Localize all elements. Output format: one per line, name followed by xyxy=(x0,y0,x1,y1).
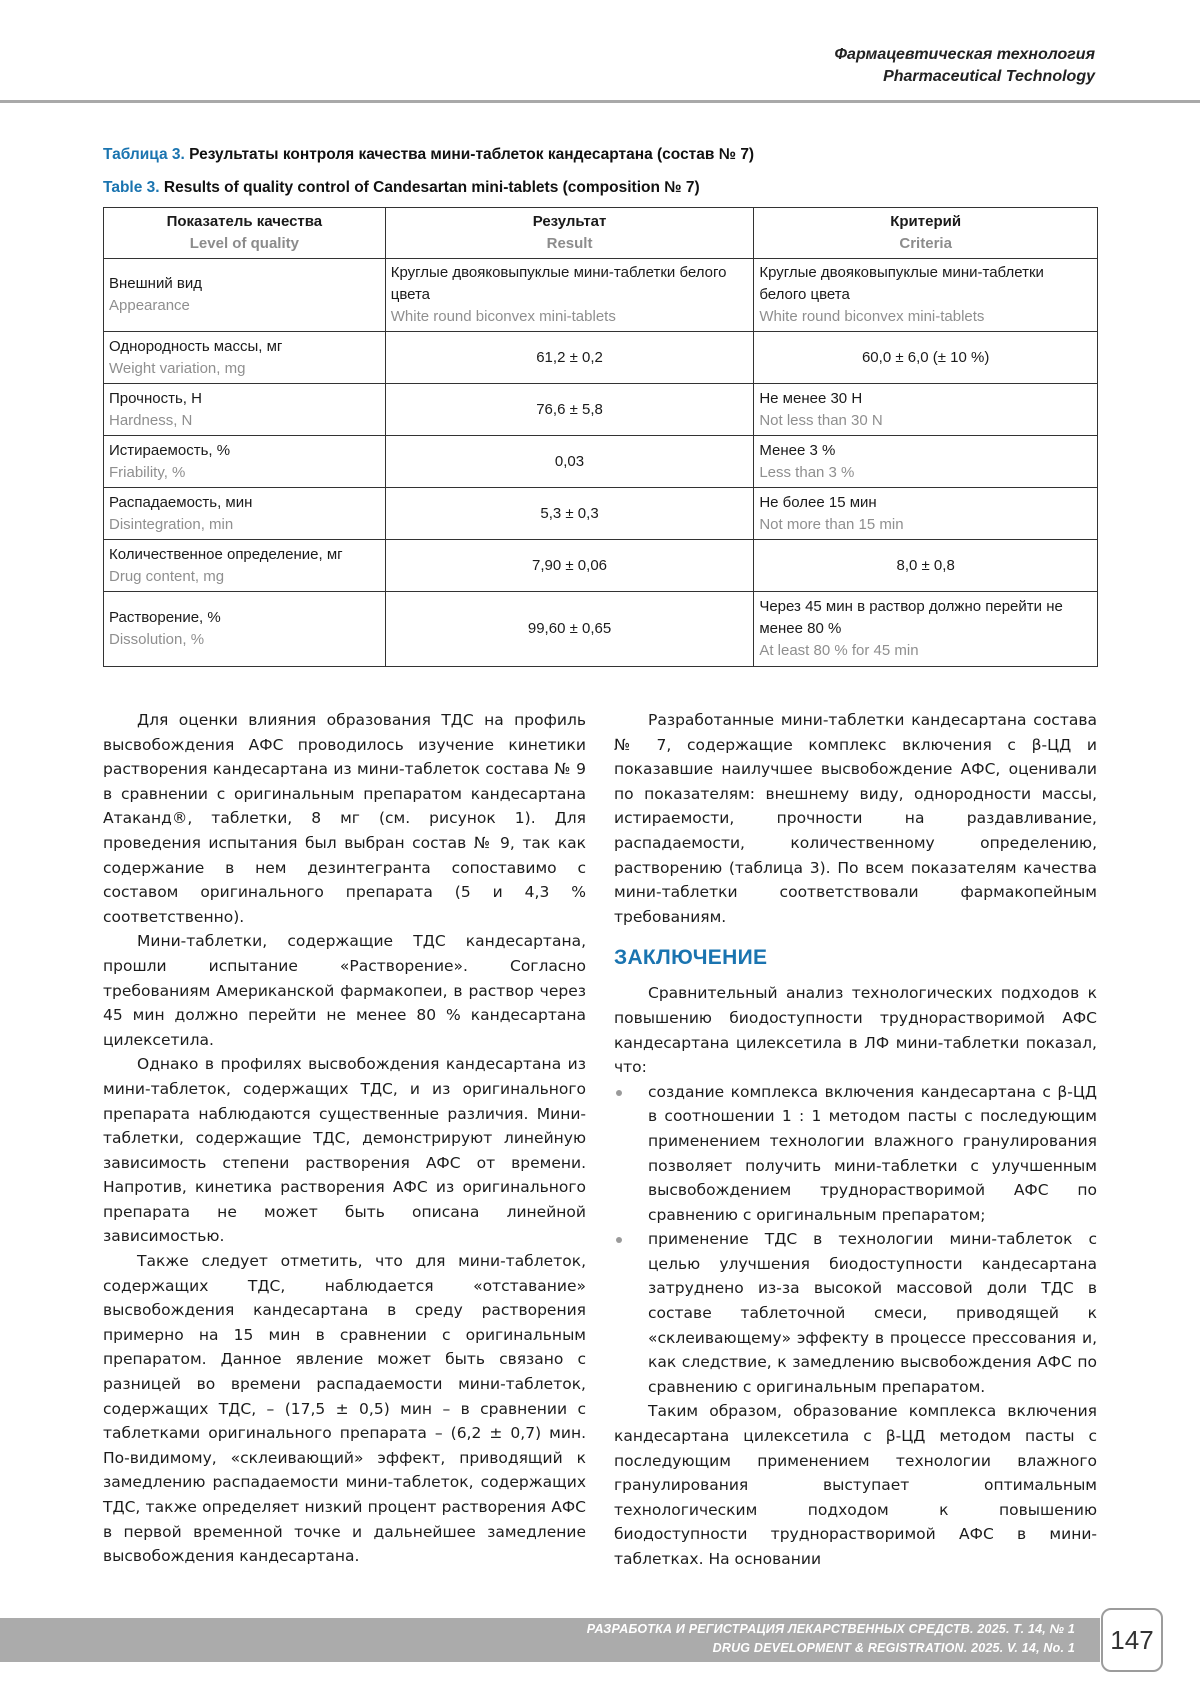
parameter-en: Dissolution, % xyxy=(109,631,205,648)
parameter-ru: Истираемость, % xyxy=(109,441,231,459)
parameter-ru: Однородность массы, мг xyxy=(109,337,283,355)
parameter-en: Drug content, mg xyxy=(109,567,225,585)
section-heading-conclusion: ЗАКЛЮЧЕНИЕ xyxy=(614,946,768,970)
table-caption-en-label: Table 3. xyxy=(103,179,160,196)
parameter-cell xyxy=(104,332,386,384)
body-paragraph: Для оценки влияния образования ТДС на профиль высвобождения АФС проводилось изучение кинетики растворения кандесартана из мини-таблеток состава № 9 в сравнении с оригинальным препаратом кандесартана Атаканд®, таблетки, 8 мг (см. рисунок 1). Для проведения испытания был выбран состав № 9, так как содержание в нем дезинтегранта сопоставимо с составом оригинального препарата (5 и 4,3 % соответственно). xyxy=(103,711,586,926)
page-number: 147 xyxy=(1101,1608,1163,1672)
table-caption-ru xyxy=(103,146,754,164)
column-header-parameter xyxy=(104,208,386,259)
list-item-text: применение ТДС в технологии мини-таблеток с целью улучшения биодоступности кандесартана затруднено из-за высокой массовой доли ТДС в составе таблеточной смеси, приводящей к «склеивающему» эффекту в процессе прессования и, как следствие, к замедлению высвобождения АФС по сравнению с оригинальным препаратом. xyxy=(648,1230,1097,1396)
criteria-en: White round biconvex mini-tablets xyxy=(759,308,985,325)
parameter-cell xyxy=(104,384,386,436)
body-paragraph: Также следует отметить, что для мини-таблеток, содержащих ТДС, наблюдается «отставание» высвобождения кандесартана в среду растворения примерно на 15 мин в сравнении с оригинальным препаратом. Данное явление может быть связано с разницей во времени распадаемости мини-таблеток, содержащих ТДС, – (17,5 ± 0,5) мин – в сравнении с таблетками оригинального препарата – (6,2 ± 0,7) мин. По-видимому, «склеивающий» эффект, приводящий к замедлению распадаемости мини-таблеток, содержащих ТДС, также определяет низкий процент растворения АФС в первой временной точке и дальнейшее замедление высвобождения кандесартана. xyxy=(103,1252,586,1566)
criteria-cell xyxy=(754,384,1098,436)
parameter-cell xyxy=(104,592,386,667)
criteria-ru: Через 45 мин в раствор должно перейти не менее 80 % xyxy=(759,598,1063,637)
criteria-cell xyxy=(754,259,1098,332)
result-en: White round biconvex mini-tablets xyxy=(390,308,616,325)
criteria-ru: Не менее 30 Н xyxy=(759,389,863,407)
table-row xyxy=(104,332,1098,384)
section-title-en: Pharmaceutical Technology xyxy=(883,68,1095,85)
column-header-ru: Показатель качества xyxy=(166,213,323,230)
list-item xyxy=(614,1080,1097,1228)
table-row xyxy=(104,592,1098,667)
column-header-result xyxy=(385,208,754,259)
criteria-cell: 60,0 ± 6,0 (± 10 %) xyxy=(754,332,1098,384)
result-cell: 5,3 ± 0,3 xyxy=(385,488,754,540)
result-cell: 61,2 ± 0,2 xyxy=(385,332,754,384)
table-row xyxy=(104,384,1098,436)
criteria-en: Less than 3 % xyxy=(759,463,855,481)
table-row xyxy=(104,488,1098,540)
criteria-ru: Круглые двояковыпуклые мини-таблетки белого цвета xyxy=(759,264,1044,303)
table-row xyxy=(104,259,1098,332)
parameter-en: Appearance xyxy=(109,297,190,314)
criteria-ru: Менее 3 % xyxy=(759,441,836,459)
right-text-column xyxy=(614,708,1097,1572)
body-paragraph: Сравнительный анализ технологических подходов к повышению биодоступности труднорастворимой АФС кандесартана цилексетила в ЛФ мини-таблетки показал, что: xyxy=(614,984,1097,1077)
parameter-ru: Количественное определение, мг xyxy=(109,545,343,563)
column-header-ru: Критерий xyxy=(890,213,962,230)
result-cell: 76,6 ± 5,8 xyxy=(385,384,754,436)
table-caption-ru-label: Таблица 3. xyxy=(103,146,185,163)
criteria-cell: 8,0 ± 0,8 xyxy=(754,540,1098,592)
column-header-en: Criteria xyxy=(899,235,952,252)
quality-control-table xyxy=(103,207,1098,667)
body-paragraph: Однако в профилях высвобождения кандесартана из мини-таблеток, содержащих ТДС, и из оригинального препарата наблюдаются существенные различия. Мини-таблетки, содержащие ТДС, демонстрируют линейную зависимость степени растворения АФС от времени. Напротив, кинетика растворения АФС из оригинального препарата не может быть описана линейной зависимостью. xyxy=(103,1055,586,1246)
result-cell: 0,03 xyxy=(385,436,754,488)
body-paragraph: Таким образом, образование комплекса включения кандесартана цилексетила с β-ЦД методом пасты с последующим применением технологии влажного гранулирования выступает оптимальным технологическим подходом к повышению биодоступности труднорастворимой АФС в мини-таблетках. На основании xyxy=(614,1402,1097,1568)
result-ru: Круглые двояковыпуклые мини-таблетки белого цвета xyxy=(390,264,727,303)
result-cell: 7,90 ± 0,06 xyxy=(385,540,754,592)
header-divider xyxy=(0,100,1200,103)
criteria-ru: Не более 15 мин xyxy=(759,493,877,511)
parameter-en: Weight variation, mg xyxy=(109,359,246,377)
parameter-ru: Прочность, Н xyxy=(109,389,202,407)
parameter-ru: Внешний вид xyxy=(109,275,202,292)
parameter-en: Hardness, N xyxy=(109,411,193,429)
bullet-icon xyxy=(616,1237,622,1243)
criteria-cell xyxy=(754,488,1098,540)
parameter-ru: Распадаемость, мин xyxy=(109,493,253,511)
column-header-ru: Результат xyxy=(532,213,607,230)
journal-footer xyxy=(587,1620,1075,1658)
table-header-row xyxy=(104,208,1098,259)
table-caption-en xyxy=(103,179,700,197)
conclusion-list xyxy=(614,1080,1097,1400)
column-header-criteria xyxy=(754,208,1098,259)
journal-name-en: DRUG DEVELOPMENT & REGISTRATION. 2025. V. 14, No. 1 xyxy=(712,1641,1075,1655)
criteria-en: Not less than 30 N xyxy=(759,411,883,429)
left-text-column xyxy=(103,708,586,1569)
criteria-cell xyxy=(754,592,1098,667)
parameter-en: Friability, % xyxy=(109,463,186,481)
list-item-text: создание комплекса включения кандесартана с β-ЦД в соотношении 1 : 1 методом пасты с последующим применением технологии влажного гранулирования позволяет получить мини-таблетки с улучшенным высвобождением труднорастворимой АФС по сравнению с оригинальным препаратом; xyxy=(648,1082,1097,1224)
body-paragraph: Мини-таблетки, содержащие ТДС кандесартана, прошли испытание «Растворение». Согласно требованиям Американской фармакопеи, в раствор через 45 мин должно перейти не менее 80 % кандесартана цилексетила. xyxy=(103,932,586,1049)
column-header-en: Result xyxy=(546,235,593,252)
parameter-ru: Растворение, % xyxy=(109,609,221,626)
criteria-en: At least 80 % for 45 min xyxy=(759,642,919,659)
parameter-cell xyxy=(104,259,386,332)
result-cell xyxy=(385,259,754,332)
parameter-cell xyxy=(104,488,386,540)
column-header-en: Level of quality xyxy=(189,235,299,252)
table-caption-en-text: Results of quality control of Candesartan mini-tablets (composition № 7) xyxy=(159,179,700,196)
parameter-en: Disintegration, min xyxy=(109,515,234,533)
result-cell: 99,60 ± 0,65 xyxy=(385,592,754,667)
bullet-icon xyxy=(616,1090,622,1096)
criteria-en: Not more than 15 min xyxy=(759,515,904,533)
table-row xyxy=(104,540,1098,592)
table-caption-ru-text: Результаты контроля качества мини-таблеток кандесартана (состав № 7) xyxy=(184,146,755,163)
criteria-cell xyxy=(754,436,1098,488)
parameter-cell xyxy=(104,540,386,592)
table-row xyxy=(104,436,1098,488)
list-item xyxy=(614,1227,1097,1399)
parameter-cell xyxy=(104,436,386,488)
running-header xyxy=(835,44,1095,88)
body-paragraph: Разработанные мини-таблетки кандесартана состава № 7, содержащие комплекс включения с β-ЦД и показавшие наилучшее высвобождение АФС, оценивали по показателям: внешнему виду, однородности массы, истираемости, прочности на раздавливание, распадаемости, количественному определению, растворению (таблица 3). По всем показателям качества мини-таблетки соответствовали фармакопейным требованиям. xyxy=(614,711,1097,926)
section-title-ru: Фармацевтическая технология xyxy=(834,46,1095,63)
journal-name-ru: РАЗРАБОТКА И РЕГИСТРАЦИЯ ЛЕКАРСТВЕННЫХ СРЕДСТВ. 2025. Т. 14, № 1 xyxy=(586,1622,1075,1636)
